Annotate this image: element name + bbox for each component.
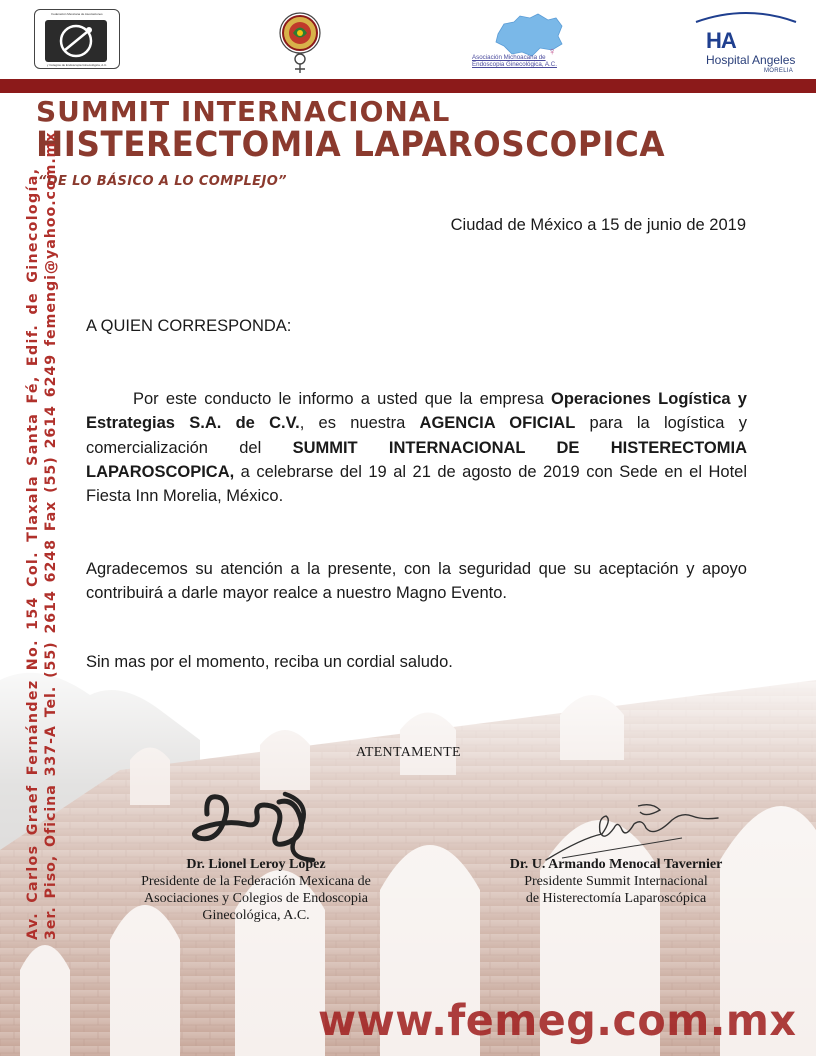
contact-line-2: 3er. Piso, Oficina 337-A Tel. (55) 2614 6248 Fax (55) 2614 6249 femengi@yahoo.com.mx [43,131,59,940]
p1-text-a: Por este conducto le informo a usted que la empresa [133,390,551,408]
event-title-line1: SUMMIT INTERNACIONAL [36,95,451,128]
amegin-logo [470,12,566,70]
femeg-logo [34,9,120,69]
femeg-logo-text-top: Federación Mexicana de Asociaciones [51,12,103,16]
femeg-logo-text-bottom: y Colegios de Endoscopia Ginecológica, A.C. [46,63,108,67]
signer-1-role-line-1: Presidente de la Federación Mexicana de [141,874,371,889]
letter-salutation: A QUIEN CORRESPONDA: [86,317,292,335]
event-title-line2: HISTERECTOMIA LAPAROSCOPICA [36,125,666,165]
signature-1-image [185,784,325,864]
association-seal-logo [277,12,323,74]
signer-1-block [108,856,404,924]
signer-1-role-line-2: Asociaciones y Colegios de Endoscopia [144,891,368,906]
signer-2-role-line-2: de Histerectomía Laparoscópica [525,891,707,906]
hospital-angeles-logo [694,10,798,76]
header-red-band [0,79,816,93]
letter-date: Ciudad de México a 15 de junio de 2019 [450,216,746,234]
angeles-ha-mark: HA [706,28,736,53]
femeg-emblem-icon [45,20,107,62]
p1-text-c: para la logística y comercialización del [86,414,747,457]
signer-2-name: Dr. U. Armando Menocal Tavernier [509,857,723,872]
company-name: Operaciones Logística y Estrategias S.A. de C.V. [86,390,747,433]
event-name-inline: SUMMIT INTERNACIONAL DE HISTERECTOMIA LAPAROSCOPICA, [86,438,747,481]
letter-paragraph-1 [86,387,747,508]
letter-paragraph-3: Sin mas por el momento, reciba un cordial saludo. [86,653,453,671]
contact-line-1: Av. Carlos Graef Fernández No. 154 Col. Tlaxala Santa Fé, Edif. de Ginecología, [25,167,41,940]
amegin-logo-caption: Asociación Michoacana de Endoscopia Ginecológica, A.C. [472,54,557,68]
agency-label: AGENCIA OFICIAL [419,414,576,433]
female-symbol-icon: ♀ [548,46,557,58]
signer-2-role-line-1: Presidente Summit Internacional [524,874,708,889]
closing-atentamente: ATENTAMENTE [356,745,461,760]
contact-address-vertical [24,132,60,941]
signer-1-role-line-3: Ginecológica, A.C. [202,908,310,923]
signature-2-image [542,798,722,868]
letter-paragraph-2: Agradecemos su atención a la presente, con la seguridad que su aceptación y apoyo contribuirá a darle mayor realce a nuestro Magno Evento. [86,560,747,603]
footer-website[interactable]: www.femeg.com.mx [318,996,797,1046]
angeles-arc-icon [694,10,798,30]
angeles-city: MORELIA [764,68,794,74]
angeles-name: Hospital Angeles [706,53,796,67]
p1-text-d: a celebrarse del 19 al 21 de agosto de 2019 con Sede en el Hotel Fiesta Inn Morelia, México. [86,462,747,506]
signer-1-name: Dr. Lionel Leroy Lopez [186,857,326,872]
p1-text-b: , es nuestra [299,414,420,433]
event-subtitle: “DE LO BÁSICO A LO COMPLEJO” [38,174,287,189]
